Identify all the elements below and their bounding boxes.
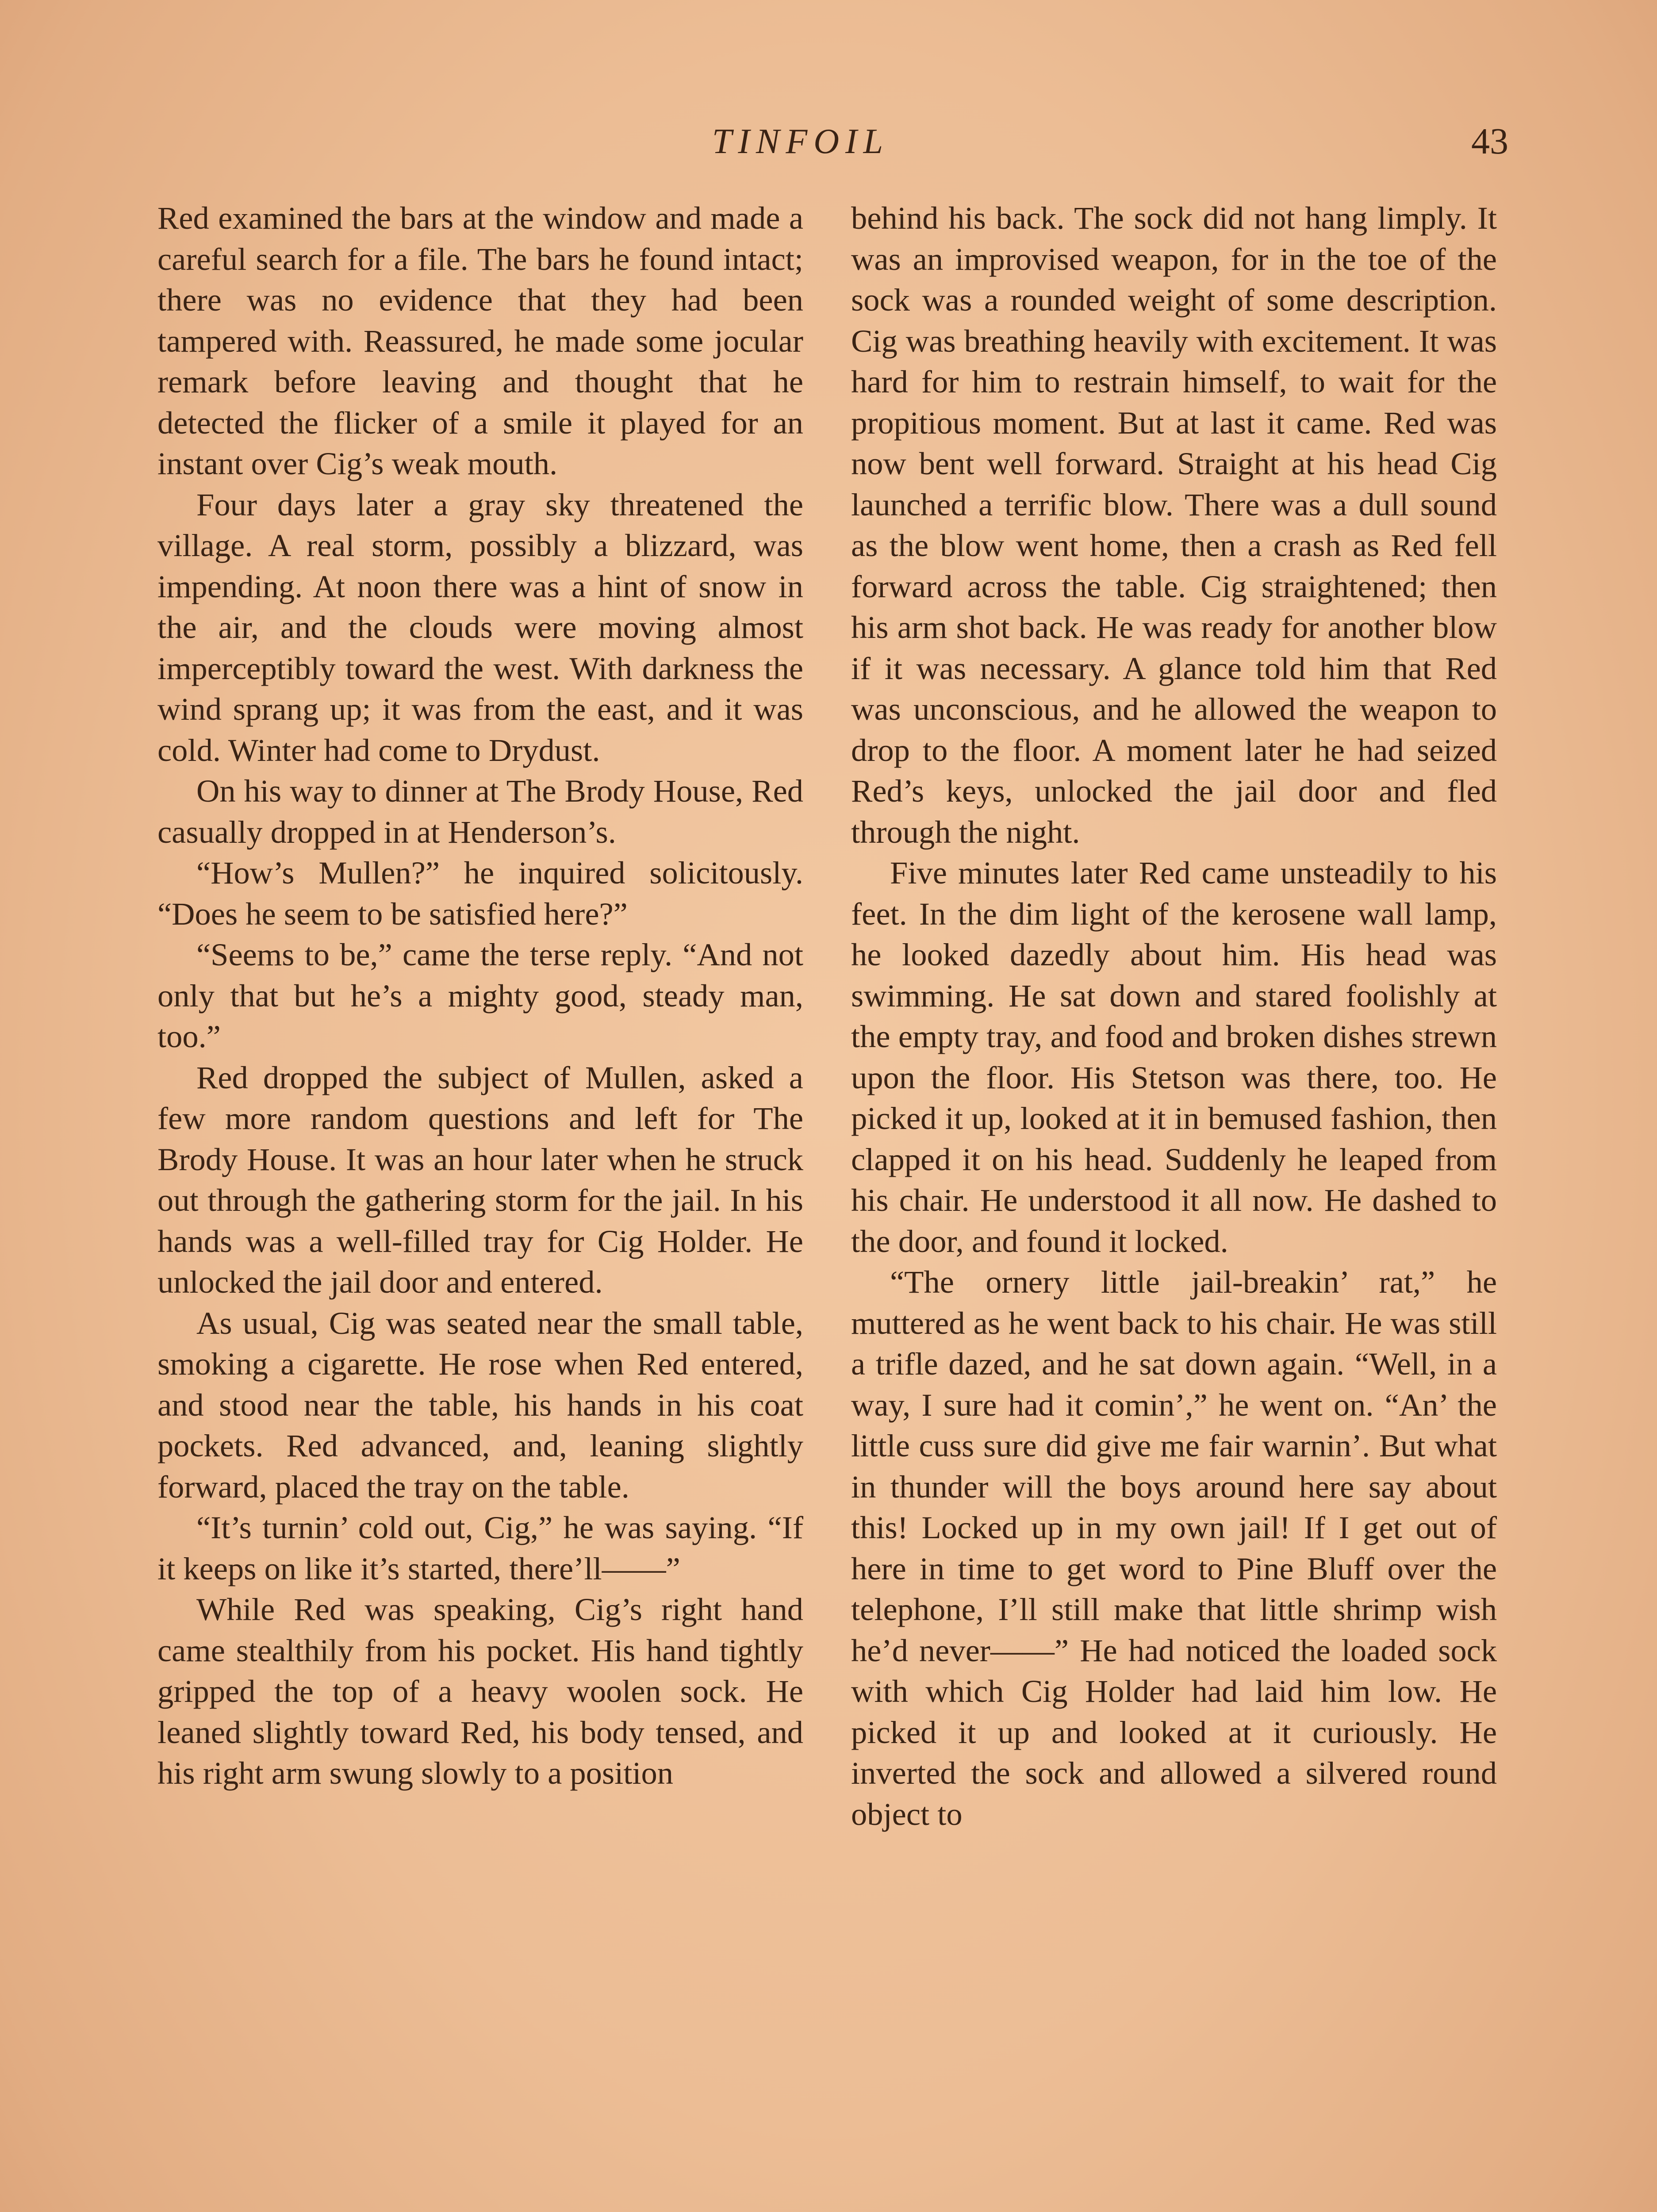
paragraph: “Seems to be,” came the terse reply. “And not only that but he’s a mighty good, steady man, too.” [157,937,803,1054]
left-text-column [157,198,803,1794]
paragraph: On his way to dinner at The Brody House, Red casually dropped in at Henderson’s. [157,773,803,850]
paragraph: While Red was speaking, Cig’s right hand came stealthily from his pocket. His hand tightly gripped the top of a heavy woolen sock. He leaned slightly toward Red, his body tensed, and his right arm swung slowly to a position [157,1591,803,1791]
paragraph: Red examined the bars at the window and made a careful search for a file. The bars he found intact; there was no evidence that they had been tampered with. Reassured, he made some jocular remark before leaving and thought that he detected the flicker of a smile it played for an instant over Cig’s weak mouth. [157,200,803,481]
paragraph: Red dropped the subject of Mullen, asked a few more random questions and left for The Brody House. It was an hour later when he struck out through the gathering storm for the jail. In his hands was a well-filled tray for Cig Holder. He unlocked the jail door and entered. [157,1059,803,1300]
paragraph: As usual, Cig was seated near the small table, smoking a cigarette. He rose when Red entered, and stood near the table, his hands in his coat pockets. Red advanced, and, leaning slightly forward, placed the tray on the table. [157,1305,803,1505]
paragraph: “The ornery little jail-breakin’ rat,” he muttered as he went back to his chair. He was still a trifle dazed, and he sat down again. “Well, in a way, I sure had it comin’,” he went on. “An’ the little cuss sure did give me fair warnin’. But what in thunder will the boys around here say about this! Locked up in my own jail! If I get out of here in time to get word to Pine Bluff over the telephone, I’ll still make that little shrimp wish he’d never——” He had noticed the loaded sock with which Cig Holder had laid him low. He picked it up and looked at it curiously. He inverted the sock and allowed a silvered round object to [851,1264,1497,1832]
paragraph: “It’s turnin’ cold out, Cig,” he was saying. “If it keeps on like it’s started, there’ll——” [157,1509,803,1586]
page-header [0,115,1657,168]
running-title: TINFOIL [712,122,890,161]
paragraph: behind his back. The sock did not hang limply. It was an improvised weapon, for in the toe of the sock was a rounded weight of some description. Cig was breathing heavily with excitement. It was hard for him to restrain himself, to wait for the propitious moment. But at last it came. Red was now bent well forward. Straight at his head Cig launched a terrific blow. There was a dull sound as the blow went home, then a crash as Red fell forward across the table. Cig straightened; then his arm shot back. He was ready for another blow if it was necessary. A glance told him that Red was unconscious, and he allowed the weapon to drop to the floor. A moment later he had seized Red’s keys, unlocked the jail door and fled through the night. [851,200,1497,850]
page-number: 43 [1471,121,1508,162]
paragraph: Four days later a gray sky threatened the village. A real storm, possibly a blizzard, was impending. At noon there was a hint of snow in the air, and the clouds were moving almost imperceptibly toward the west. With darkness the wind sprang up; it was from the east, and it was cold. Winter had come to Drydust. [157,486,803,768]
right-text-column [851,198,1497,1835]
paragraph: Five minutes later Red came unsteadily to his feet. In the dim light of the kerosene wall lamp, he looked dazedly about him. His head was swimming. He sat down and stared foolishly at the empty tray, and food and broken dishes strewn upon the floor. His Stetson was there, too. He picked it up, looked at it in bemused fashion, then clapped it on his head. Suddenly he leaped from his chair. He understood it all now. He dashed to the door, and found it locked. [851,855,1497,1259]
paragraph: “How’s Mullen?” he inquired solicitously. “Does he seem to be satisfied here?” [157,855,803,932]
